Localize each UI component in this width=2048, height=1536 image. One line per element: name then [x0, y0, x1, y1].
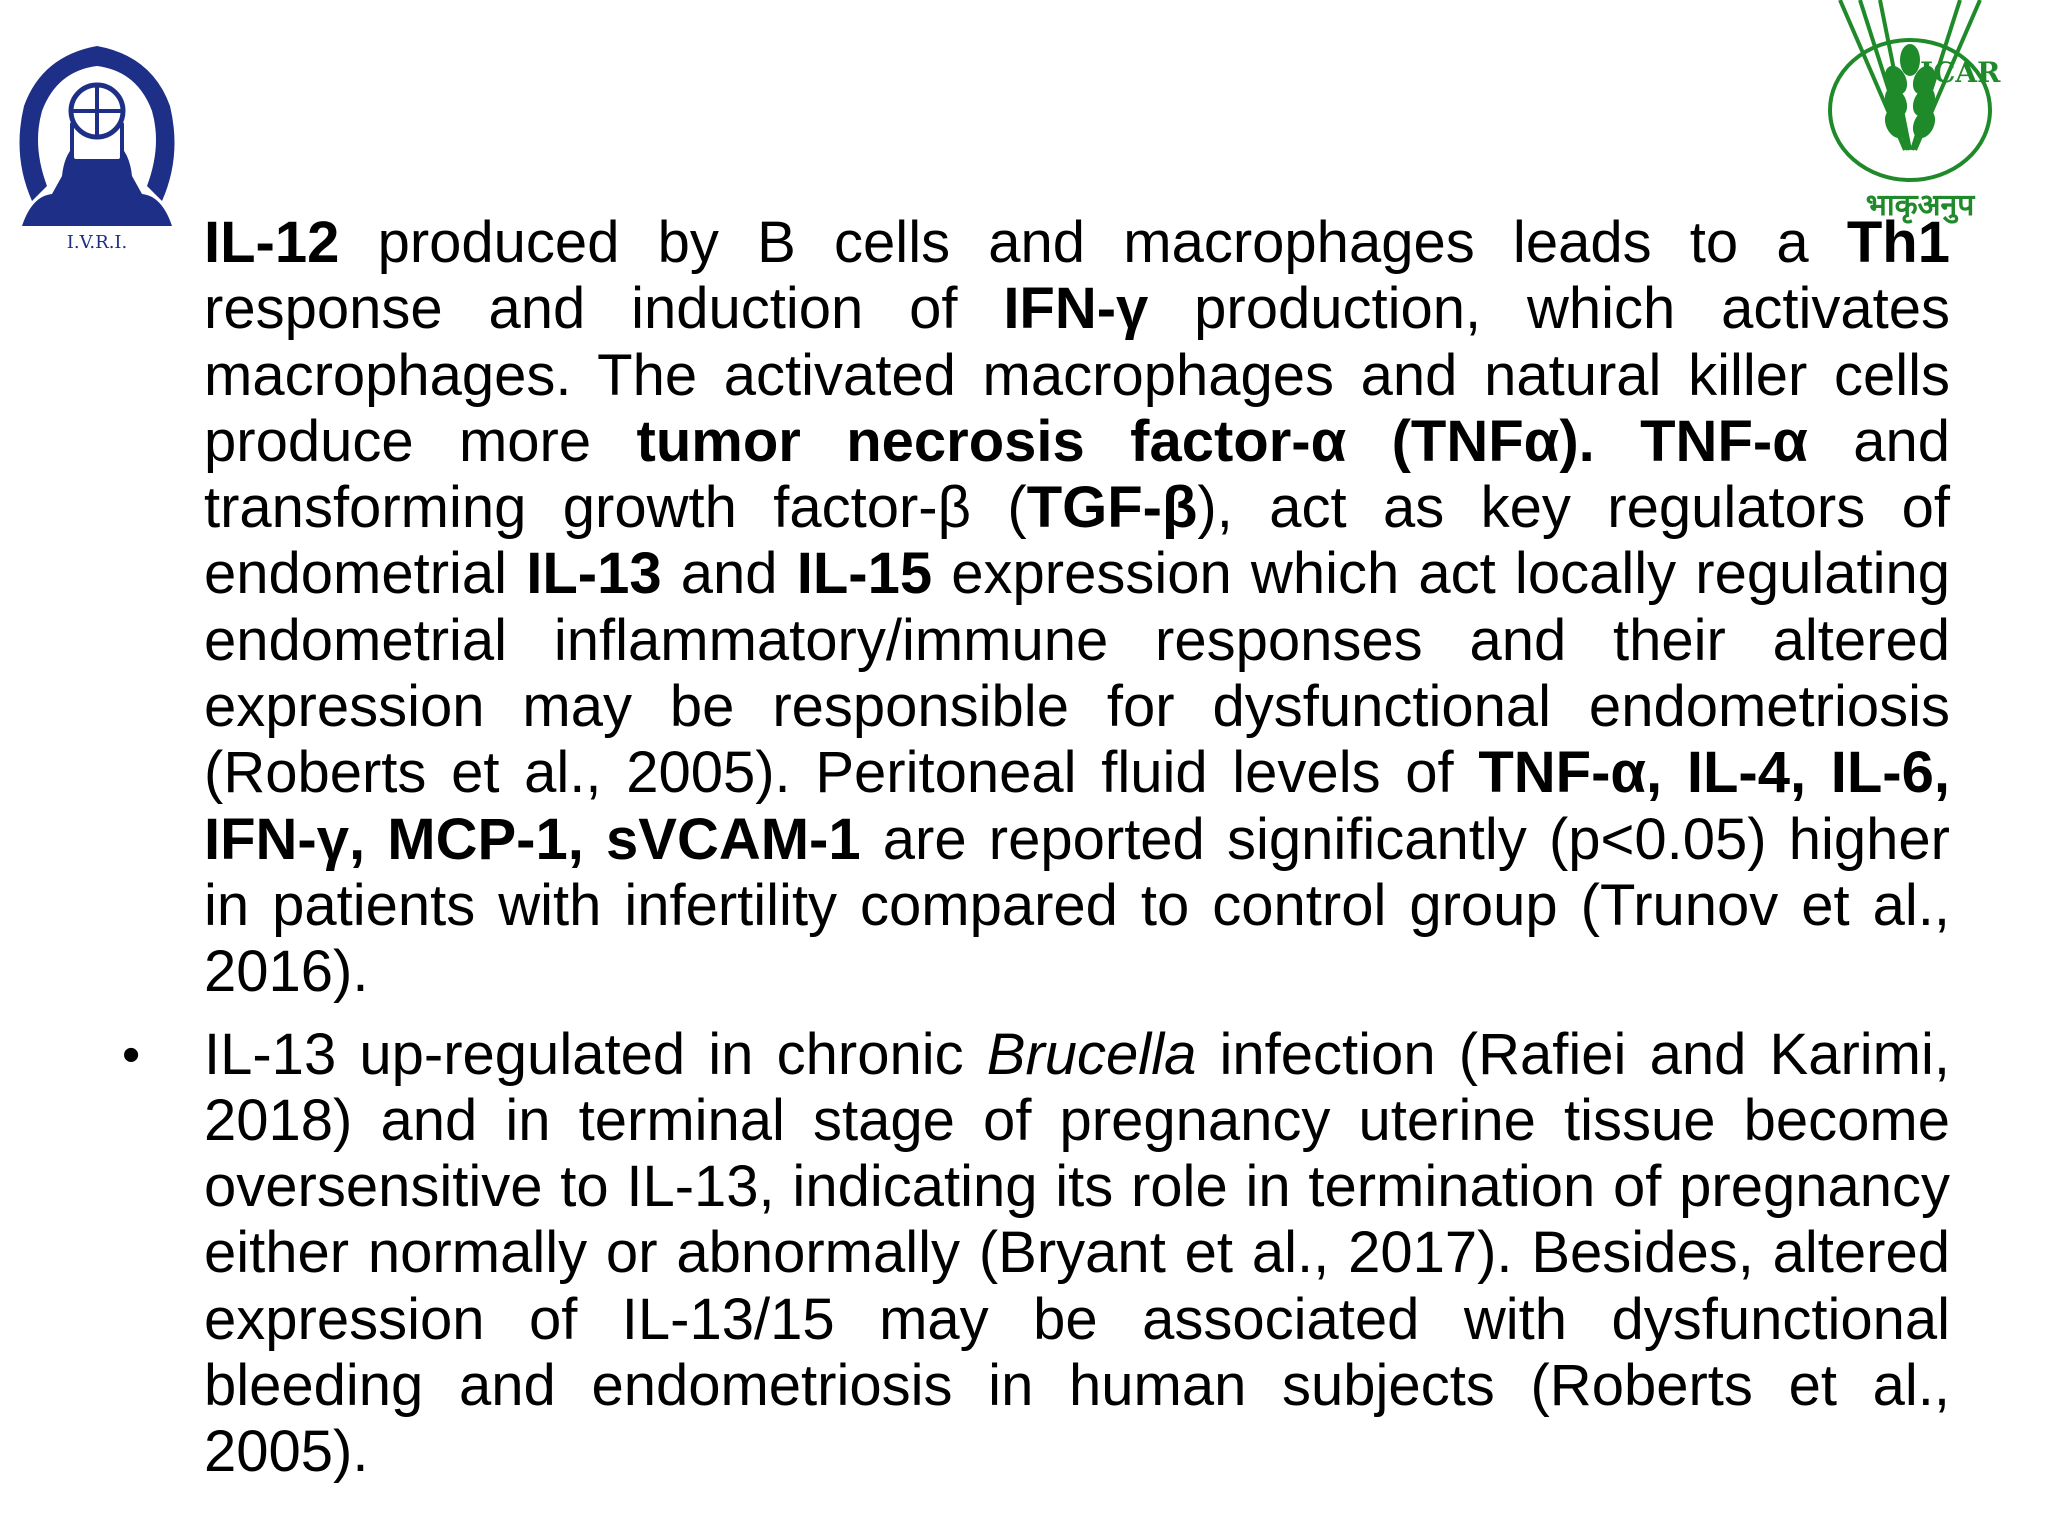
ivri-label: I.V.R.I. — [66, 232, 128, 253]
slide-body — [110, 210, 1950, 1486]
icar-label: ICAR — [1920, 56, 2001, 89]
text-segment: produced by B cells and macrophages leads to a — [339, 210, 1847, 275]
text-segment: tumor necrosis factor-α (TNFα). TNF-α — [636, 408, 1808, 474]
text-segment: Th1 — [1846, 210, 1950, 275]
paragraph-cytokine-overview — [110, 210, 1950, 1006]
text-segment: and transforming growth factor-β ( — [204, 408, 1951, 541]
icar-hindi-label: भाकृअनुप — [1865, 188, 1975, 223]
text-segment: TGF-β — [1026, 475, 1198, 541]
text-segment: IL-12 — [204, 210, 340, 275]
text-segment: IL-15 — [796, 541, 933, 607]
text-segment: IL-13 up-regulated in chronic — [204, 1021, 987, 1087]
text-segment: infection (Rafiei and Karimi, 2018) and in terminal stage of pregnancy uterine tissue become oversensitive to IL-13, indicating its role in termination of pregnancy either normally or abnormally (Bryant et al., 2017). Besides, altered expression of IL-13/15 may be associated with dysfunctional bleeding and endometriosis in human subjects (Roberts et al., 2005). — [204, 1021, 1950, 1485]
text-segment: TNF-α, IL-4, IL-6, IFN-γ, MCP-1, sVCAM-1 — [204, 740, 1950, 872]
text-segment: production, which activates macrophages. The activated macrophages and natural killer cells produce more — [204, 276, 1950, 474]
text-segment: ), act as key regulators of endometrial — [204, 475, 1950, 607]
text-segment: Brucella — [986, 1021, 1197, 1087]
paragraph-il13 — [110, 1022, 1950, 1486]
text-segment: and — [661, 541, 797, 607]
text-segment: IFN-γ — [1003, 276, 1149, 342]
text-segment: IL-13 — [526, 541, 662, 607]
text-segment: response and induction of — [204, 276, 1004, 342]
text-segment: expression which act locally regulating endometrial inflammatory/immune responses and their altered expression may be responsible for dysfunctional endometriosis (Roberts et al., 2005). Peritoneal fluid levels of — [204, 541, 1951, 806]
text-segment: are reported significantly (p<0.05) higher in patients with infertility compared to control group (Trunov et al., 2016). — [204, 806, 1950, 1005]
bullet-marker: • — [122, 1025, 141, 1084]
